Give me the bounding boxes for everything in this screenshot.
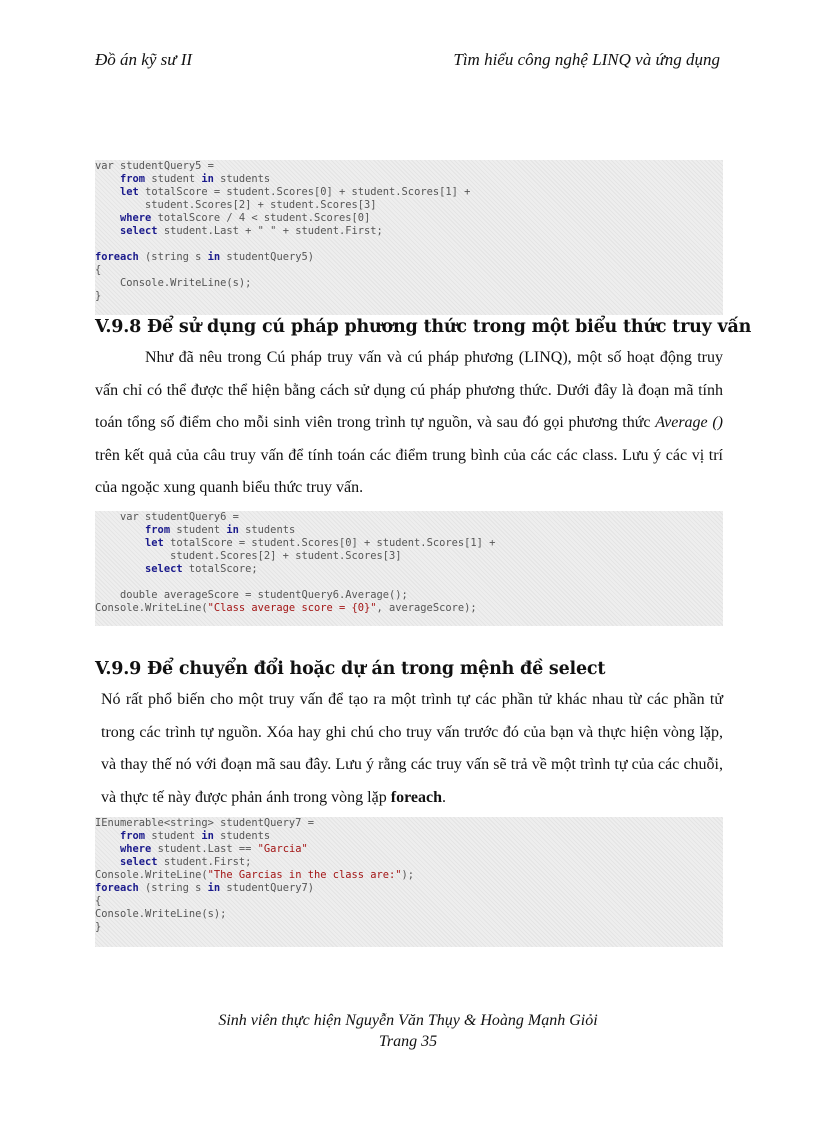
section-paragraph-v98: Như đã nêu trong Cú pháp truy vấn và cú pháp phương (LINQ), một số hoạt động truy vấn chỉ có thể được thể hiện bằng cách sử dụng cú pháp phương thức. Dưới đây là đoạn mã tính toán tổng số điểm cho mỗi sinh viên trong trình tự nguồn, và sau đó gọi phương thức Average () trên kết quả của câu truy vấn để tính toán các điểm trung bình của các các class. Lưu ý các vị trí của ngoặc xung quanh biểu thức truy vấn. [95,349,724,496]
page-footer [0,1010,816,1052]
code-line: from student in students [145,524,296,536]
code-block-student-query6 [95,511,723,626]
section-heading-v98: V.9.8 Để sử dụng cú pháp phương thức trong một biểu thức truy vấn [95,317,752,337]
code-line: double averageScore = studentQuery6.Average(); [120,589,408,601]
code-line: Console.WriteLine(s); [95,908,227,920]
code-line: select student.First; [120,856,252,868]
code-line: from student in students [120,830,271,842]
code-line: Console.WriteLine("Class average score = {0}", averageScore); [95,602,477,614]
code-line: student.Scores[2] + student.Scores[3] [145,199,377,211]
code-block-student-query7 [95,817,723,947]
code-block-student-query5 [95,160,723,315]
code-line: { [95,895,102,907]
code-line-blank [95,576,723,589]
section-paragraph-v99: Nó rất phổ biến cho một truy vấn để tạo ra một trình tự các phần tử khác nhau từ các phần tử trong các trình tự nguồn. Xóa hay ghi chú cho truy vấn trước đó của bạn và thực hiện vòng lặp, và thay thế nó với đoạn mã sau đây. Lưu ý rằng các truy vấn sẽ trả về một trình tự của các chuỗi, và thực tế này được phản ánh trong vòng lặp foreach. [101,691,723,806]
method-name-average: Average () [655,414,724,431]
code-line: { [95,264,102,276]
section-heading-v99: V.9.9 Để chuyển đổi hoặc dự án trong mệnh đề select [95,659,606,679]
header-document-title: Đồ án kỹ sư II [95,50,193,69]
code-line: where student.Last == "Garcia" [120,843,308,855]
code-line: var studentQuery5 = [95,160,214,172]
code-line-blank [95,238,723,251]
code-line: select totalScore; [145,563,258,575]
code-line: foreach (string s in studentQuery5) [95,251,314,263]
code-line: Console.WriteLine(s); [120,277,252,289]
code-line: IEnumerable<string> studentQuery7 = [95,817,314,829]
code-line: let totalScore = student.Scores[0] + student.Scores[1] + [120,186,471,198]
code-line: } [95,921,102,933]
footer-page-number: Trang 35 [378,1033,438,1050]
keyword-foreach: foreach [390,788,442,806]
code-line: from student in students [120,173,271,185]
code-line: foreach (string s in studentQuery7) [95,882,314,894]
code-line: } [95,290,102,302]
footer-authors: Sinh viên thực hiện Nguyễn Văn Thụy & Hoàng Mạnh Giỏi [218,1012,598,1029]
code-line: where totalScore / 4 < student.Scores[0] [120,212,371,224]
code-line: Console.WriteLine("The Garcias in the class are:"); [95,869,415,881]
code-line: student.Scores[2] + student.Scores[3] [170,550,402,562]
code-line: let totalScore = student.Scores[0] + student.Scores[1] + [145,537,496,549]
code-line: var studentQuery6 = [120,511,239,523]
header-topic-title: Tìm hiểu công nghệ LINQ và ứng dụng [453,50,720,69]
code-line: select student.Last + " " + student.First; [120,225,383,237]
header-divider [95,78,720,79]
